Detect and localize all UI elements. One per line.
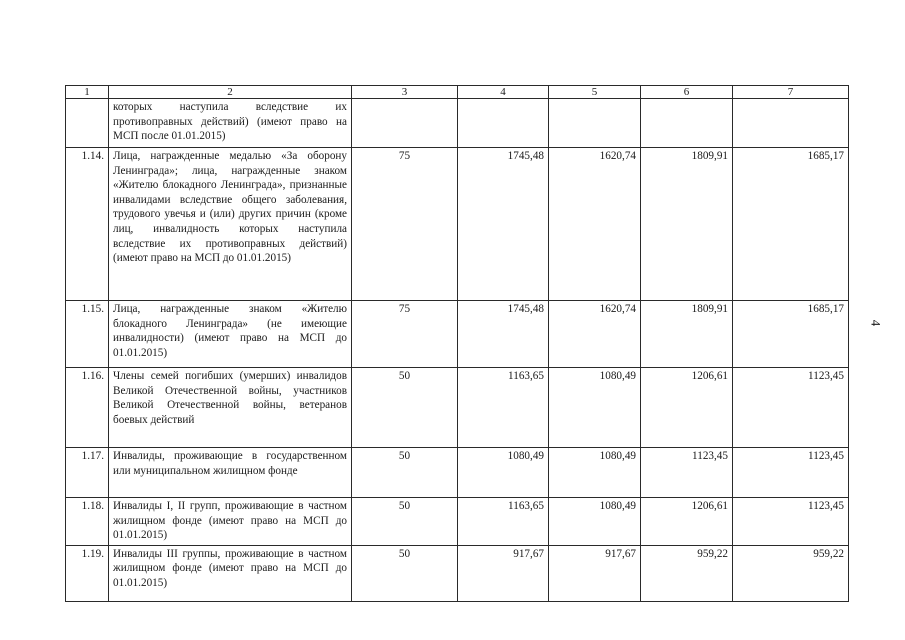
table-row	[66, 99, 849, 148]
table-row	[66, 448, 849, 498]
value-cell: 959,22	[733, 545, 849, 601]
percent-cell: 50	[352, 368, 458, 448]
table-row	[66, 498, 849, 546]
row-number: 1.19.	[66, 545, 109, 601]
row-number: 1.15.	[66, 301, 109, 368]
table-row	[66, 545, 849, 601]
category-description: Члены семей погибших (умерших) инвалидов Великой Отечественной войны, участников Великой Отечественной войны, ветеранов боевых действий	[109, 368, 352, 448]
header-row	[66, 86, 849, 99]
value-cell: 1080,49	[458, 448, 549, 498]
value-cell	[549, 99, 641, 148]
value-cell: 1163,65	[458, 368, 549, 448]
value-cell: 1123,45	[733, 448, 849, 498]
value-cell: 1745,48	[458, 148, 549, 301]
header-cell: 1	[66, 86, 109, 99]
value-cell	[733, 99, 849, 148]
header-cell: 4	[458, 86, 549, 99]
value-cell: 1080,49	[549, 368, 641, 448]
table-row	[66, 301, 849, 368]
value-cell: 1685,17	[733, 148, 849, 301]
header-cell: 3	[352, 86, 458, 99]
row-number: 1.14.	[66, 148, 109, 301]
value-cell: 1080,49	[549, 448, 641, 498]
category-description: которых наступила вследствие их противоправных действий) (имеют право на МСП после 01.01.2015)	[109, 99, 352, 148]
category-description: Инвалиды I, II групп, проживающие в частном жилищном фонде (имеют право на МСП до 01.01.2015)	[109, 498, 352, 546]
value-cell: 1620,74	[549, 301, 641, 368]
value-cell: 1809,91	[641, 301, 733, 368]
value-cell: 1745,48	[458, 301, 549, 368]
page-number: 4	[868, 319, 884, 327]
value-cell: 1206,61	[641, 498, 733, 546]
row-number	[66, 99, 109, 148]
percent-cell: 50	[352, 448, 458, 498]
value-cell	[458, 99, 549, 148]
table-row	[66, 368, 849, 448]
value-cell: 1080,49	[549, 498, 641, 546]
value-cell: 1685,17	[733, 301, 849, 368]
row-number: 1.16.	[66, 368, 109, 448]
header-cell: 2	[109, 86, 352, 99]
category-description: Инвалиды III группы, проживающие в частном жилищном фонде (имеют право на МСП до 01.01.2015)	[109, 545, 352, 601]
value-cell: 1809,91	[641, 148, 733, 301]
value-cell: 917,67	[458, 545, 549, 601]
percent-cell	[352, 99, 458, 148]
header-cell: 5	[549, 86, 641, 99]
header-cell: 6	[641, 86, 733, 99]
value-cell: 917,67	[549, 545, 641, 601]
value-cell: 1123,45	[733, 498, 849, 546]
row-number: 1.18.	[66, 498, 109, 546]
value-cell	[641, 99, 733, 148]
percent-cell: 50	[352, 545, 458, 601]
value-cell: 1206,61	[641, 368, 733, 448]
value-cell: 1123,45	[641, 448, 733, 498]
category-description: Лица, награжденные медалью «За оборону Ленинграда»; лица, награжденные знаком «Жителю блокадного Ленинграда», признанные инвалидами вследствие общего заболевания, трудового увечья и (или) других причин (кроме лиц, инвалидность которых наступила вследствие их противоправных действий) (имеют право на МСП до 01.01.2015)	[109, 148, 352, 301]
category-description: Инвалиды, проживающие в государственном или муниципальном жилищном фонде	[109, 448, 352, 498]
benefits-table	[65, 85, 849, 602]
table-row	[66, 148, 849, 301]
percent-cell: 50	[352, 498, 458, 546]
row-number: 1.17.	[66, 448, 109, 498]
percent-cell: 75	[352, 148, 458, 301]
header-cell: 7	[733, 86, 849, 99]
value-cell: 1123,45	[733, 368, 849, 448]
value-cell: 1163,65	[458, 498, 549, 546]
category-description: Лица, награжденные знаком «Жителю блокадного Ленинграда» (не имеющие инвалидности) (имеют право на МСП до 01.01.2015)	[109, 301, 352, 368]
value-cell: 1620,74	[549, 148, 641, 301]
value-cell: 959,22	[641, 545, 733, 601]
percent-cell: 75	[352, 301, 458, 368]
